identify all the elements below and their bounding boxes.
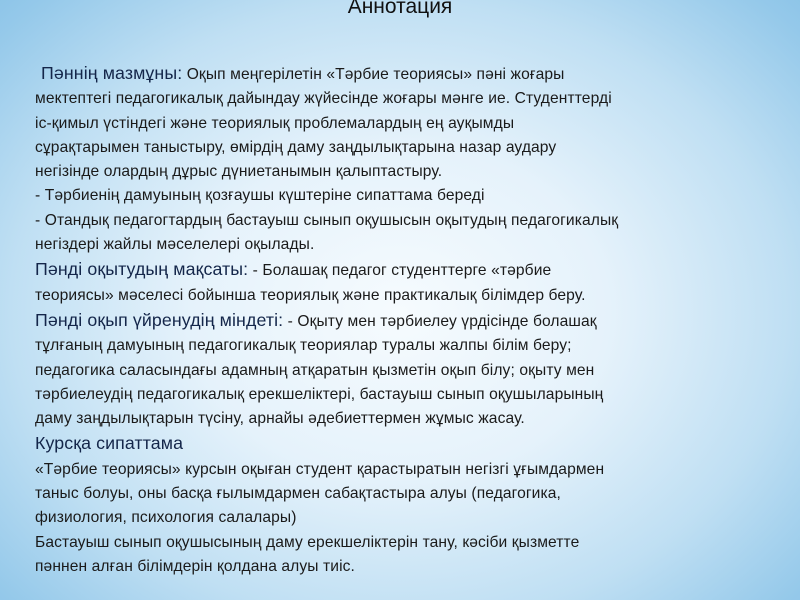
section-content-line-4: сұрақтарымен таныстыру, өмірдің даму заңдылықтарына назар аудару <box>35 138 557 156</box>
section-content-line-3: іс-қимыл үстіндегі және теориялық проблемалардың ең ауқымды <box>35 114 515 132</box>
section-content-line-2: мектептегі педагогикалық дайындау жүйесінде жоғары мәнге ие. Студенттерді <box>35 90 612 108</box>
section-content-line-1 <box>35 61 785 87</box>
section-content-line-8: негіздері жайлы мәселелері оқылады. <box>35 236 315 254</box>
section-goal-line-2: теориясы» мәселесі бойынша теориялық және практикалық білімдер беру. <box>35 286 586 304</box>
section-content-line-7: - Отандық педагогтардың бастауыш сынып оқушысын оқытудың педагогикалық <box>35 211 619 229</box>
section-course-line-4: Бастауыш сынып оқушысының даму ерекшеліктерін тану, кәсіби қызметте <box>35 533 580 551</box>
section-heading-content: Пәннің мазмұны: <box>41 63 183 83</box>
section-goal-text: - Болашақ педагог студенттерге «тәрбие <box>248 262 552 280</box>
slide-title: Аннотация <box>347 0 453 18</box>
section-task-line-5: даму заңдылықтарын түсіну, арнайы әдебиеттермен жұмыс жасау. <box>35 410 525 428</box>
section-content-text: Оқып меңгерілетін «Тәрбие теориясы» пәні жоғары <box>186 66 565 83</box>
section-course-line-2: таныс болуы, оны басқа ғылымдармен сабақтастыра алуы (педагогика, <box>35 485 561 503</box>
section-heading-course: Курсқа сипаттама <box>35 433 184 454</box>
section-heading-task: Пәнді оқып үйренудің міндеті: <box>35 309 284 330</box>
section-heading-goal: Пәнді оқытудың мақсаты: <box>35 259 249 280</box>
section-course-line-5: пәннен алған білімдерін қолдана алуы тиіс. <box>35 557 355 575</box>
section-course-line-1: «Тәрбие теориясы» курсын оқыған студент қарастыратын негізгі ұғымдармен <box>35 460 605 478</box>
section-goal-line-1 <box>35 257 785 283</box>
annotation-body <box>35 61 785 579</box>
section-task-text: - Оқыту мен тәрбиелеу үрдісінде болашақ <box>283 312 597 330</box>
section-task-line-1 <box>35 308 785 334</box>
section-task-line-4: тәрбиелеудің педагогикалық ерекшеліктері, бастауыш сынып оқушыларының <box>35 385 604 403</box>
section-task-line-3: педагогика саласындағы адамның атқаратын қызметін оқып білу; оқыту мен <box>35 361 595 379</box>
section-task-line-2: тұлғаның дамуының педагогикалық теориялар туралы жалпы білім беру; <box>35 337 572 355</box>
section-course-line-3: физиология, психология салалары) <box>35 509 297 527</box>
section-course-heading-line <box>35 431 785 457</box>
section-content-line-5: негізінде олардың дұрыс дүниетанымын қалыптастыру. <box>35 163 443 181</box>
section-content-line-6: - Тәрбиенің дамуының қозғаушы күштеріне сипаттама береді <box>35 187 485 205</box>
